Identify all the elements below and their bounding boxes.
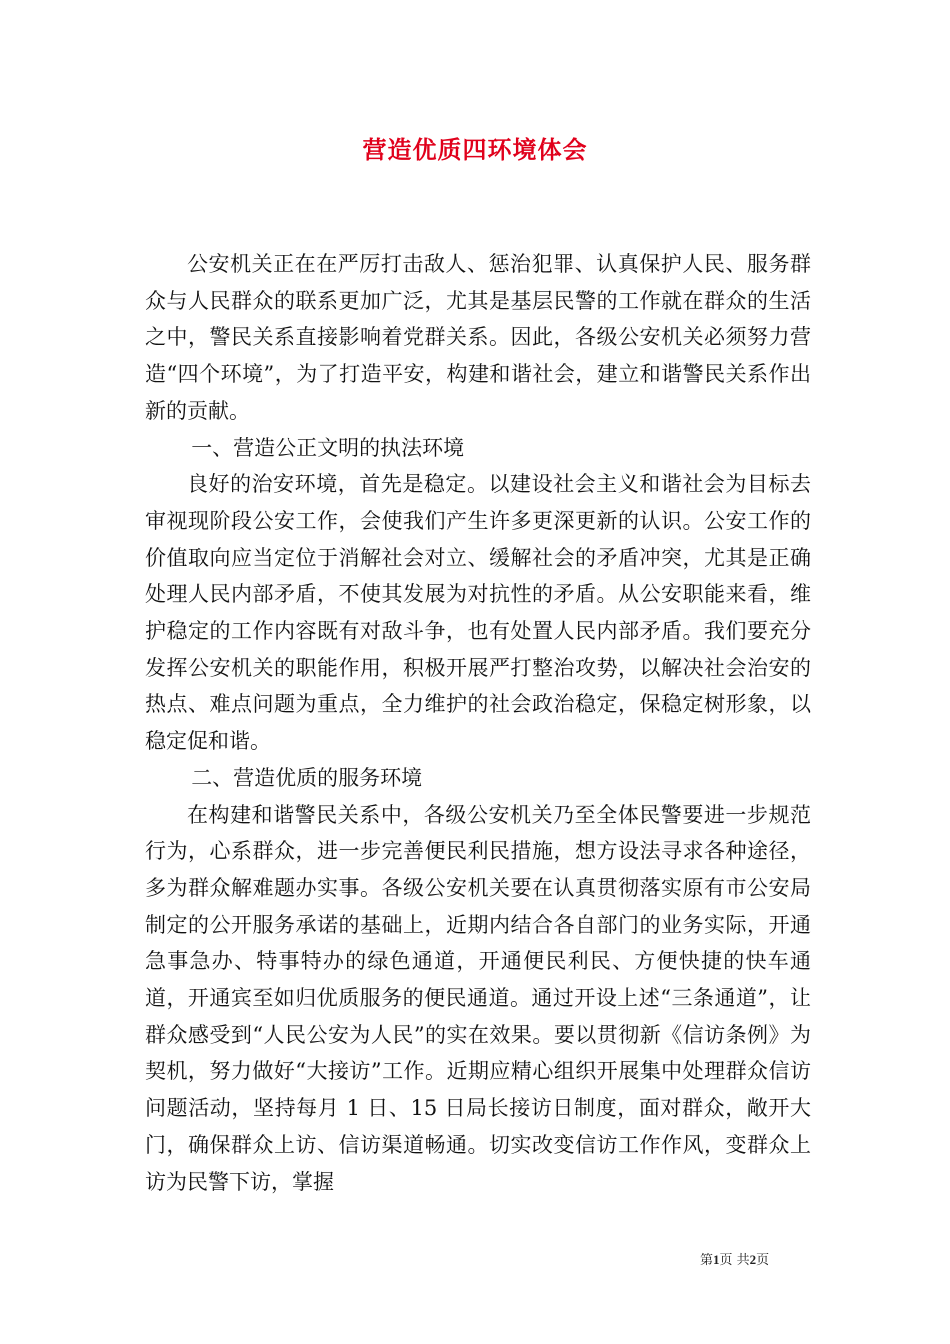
footer-suffix: 页 — [756, 1253, 770, 1268]
page-title: 营造优质四环境体会 — [362, 135, 588, 164]
document-body — [145, 246, 811, 1200]
footer-middle: 页 共 — [719, 1253, 750, 1268]
paragraph-section-1: 良好的治安环境，首先是稳定。以建设社会主义和谐社会为目标去审视现阶段公安工作，会使我们产生许多更深更新的认识。公安工作的价值取向应当定位于消解社会对立、缓解社会的矛盾冲突，尤其是正确处理人民内部矛盾，不使其发展为对抗性的矛盾。从公安职能来看，维护稳定的工作内容既有对敌斗争，也有处置人民内部矛盾。我们要充分发挥公安机关的职能作用，积极开展严打整治攻势，以解决社会治安的热点、难点问题为重点，全力维护的社会政治稳定，保稳定树形象，以稳定促和谐。 — [145, 472, 811, 754]
footer-prefix: 第 — [700, 1253, 714, 1268]
paragraph-intro: 公安机关正在在严厉打击敌人、惩治犯罪、认真保护人民、服务群众与人民群众的联系更加广泛，尤其是基层民警的工作就在群众的生活之中，警民关系直接影响着党群关系。因此，各级公安机关必须努力营造“四个环境”，为了打造平安，构建和谐社会，建立和谐警民关系作出新的贡献。 — [145, 252, 811, 423]
footer-page-number: 1 — [713, 1252, 720, 1267]
page-footer — [700, 1249, 820, 1268]
section-heading-2: 二、营造优质的服务环境 — [191, 765, 423, 790]
footer-total-pages: 2 — [749, 1252, 757, 1267]
section-heading-1: 一、营造公正文明的执法环境 — [191, 435, 465, 460]
paragraph-section-2: 在构建和谐警民关系中，各级公安机关乃至全体民警要进一步规范行为，心系群众，进一步完善便民利民措施，想方设法寻求各种途径，多为群众解难题办实事。各级公安机关要在认真贯彻落实原有市公安局制定的公开服务承诺的基础上，近期内结合各自部门的业务实际，开通急事急办、特事特办的绿色通道，开通便民利民、方便快捷的快车通道，开通宾至如归优质服务的便民通道。通过开设上述“三条通道”，让群众感受到“人民公安为人民”的实在效果。要以贯彻新《信访条例》为契机，努力做好“大接访”工作。近期应精心组织开展集中处理群众信访问题活动，坚持每月 1 日、15 日局长接访日制度，面对群众，敞开大门，确保群众上访、信访渠道畅通。切实改变信访工作作风，变群众上访为民警下访，掌握 — [145, 802, 811, 1194]
